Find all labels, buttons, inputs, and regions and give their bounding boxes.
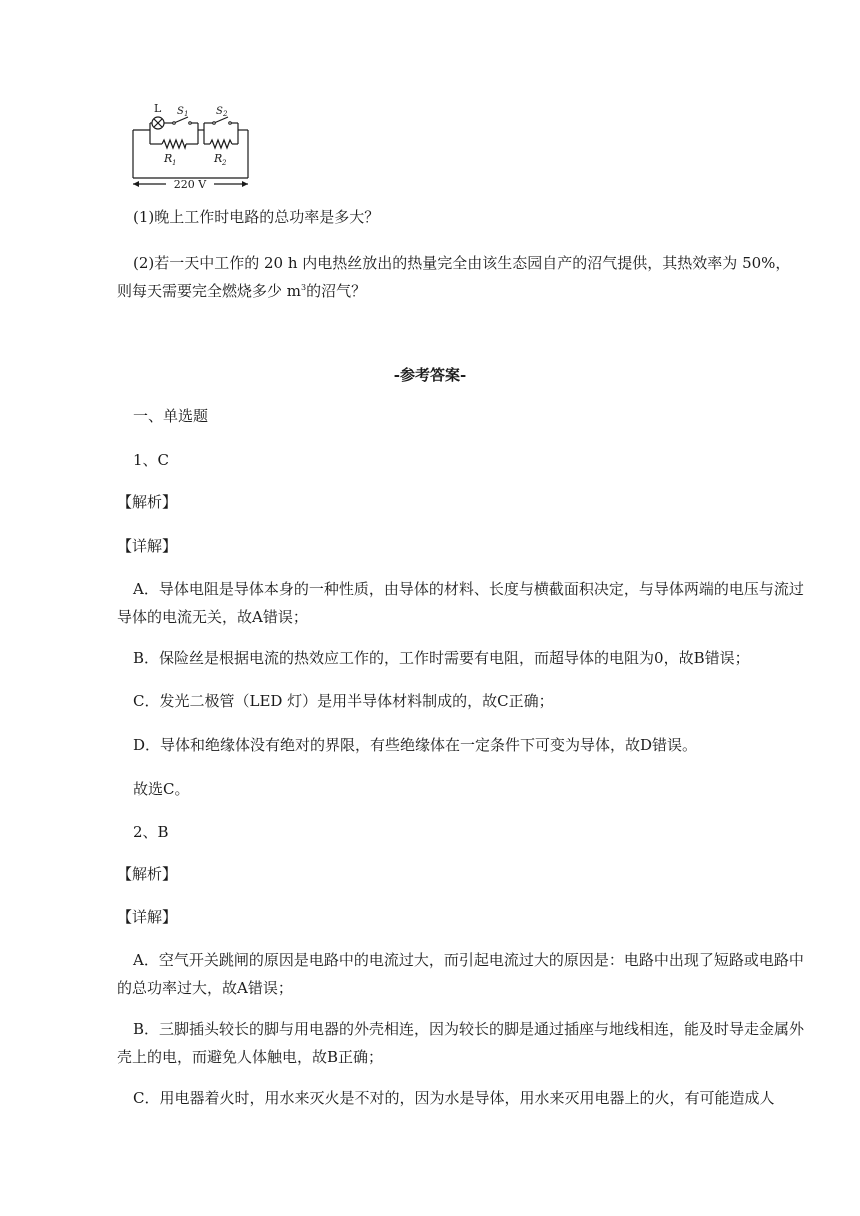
switch1-sub: 1: [184, 110, 189, 118]
item-1-option-c: C．发光二极管（LED 灯）是用半导体材料制成的，故C正确；: [133, 692, 554, 710]
item-2-option-b: B．三脚插头较长的脚与用电器的外壳相连，因为较长的脚是通过插座与地线相连，能及时导走金属外壳上的电，而避免人体触电，故B正确；: [117, 1020, 805, 1066]
item-2-number: 2、B: [133, 823, 169, 841]
switch2-sub: 2: [223, 110, 228, 118]
item-1-option-b: B．保险丝是根据电流的热效应工作的，工作时需要有电阻，而超导体的电阻为0，故B错误；: [133, 649, 750, 667]
r2-sub: 2: [222, 159, 227, 167]
item-2-option-a: A．空气开关跳闸的原因是电路中的电流过大，而引起电流过大的原因是：电路中出现了短路或电路中的总功率过大，故A错误；: [117, 951, 804, 997]
voltage-label: 220 V: [173, 178, 207, 191]
switch2-label: S: [216, 106, 223, 117]
item-1-analysis: 【解析】: [117, 493, 178, 511]
item-1-detail: 【详解】: [117, 537, 178, 555]
item-2-option-c: C．用电器着火时，用水来灭火是不对的，因为水是导体，用水来灭用电器上的火，有可能造成人: [133, 1089, 775, 1107]
item-1-option-d: D．导体和绝缘体没有绝对的界限，有些绝缘体在一定条件下可变为导体，故D错误。: [133, 736, 698, 754]
question-2: [117, 249, 807, 305]
lamp-label: L: [154, 102, 162, 115]
question-2-line1: (2)若一天中工作的 20 h 内电热丝放出的热量完全由该生态园自产的沼气提供，其热效率为 50%，: [133, 254, 791, 272]
answers-title: -参考答案-: [393, 366, 467, 384]
item-1-conclusion: 故选C。: [133, 780, 190, 798]
r1-sub: 1: [172, 159, 177, 167]
r2-label: R: [214, 152, 223, 165]
section-title: 一、单选题: [133, 407, 209, 425]
item-2-detail: 【详解】: [117, 908, 178, 926]
switch1-label: S: [177, 106, 184, 117]
question-2-sup: 3: [301, 283, 307, 292]
circuit-diagram: [128, 100, 254, 192]
question-2-line2: 则每天需要完全燃烧多少 m: [117, 282, 301, 300]
circuit-diagram-svg: [128, 100, 254, 192]
item-2-analysis: 【解析】: [117, 865, 178, 883]
r1-label: R: [164, 152, 173, 165]
question-1: (1)晚上工作时电路的总功率是多大？: [133, 208, 380, 226]
question-2-line2-end: 的沼气？: [306, 282, 367, 300]
item-1-number: 1、C: [133, 451, 170, 469]
item-1-option-a: A．导体电阻是导体本身的一种性质，由导体的材料、长度与横截面积决定，与导体两端的电压与流过导体的电流无关，故A错误；: [117, 580, 804, 626]
lamp-icon: [152, 117, 164, 129]
